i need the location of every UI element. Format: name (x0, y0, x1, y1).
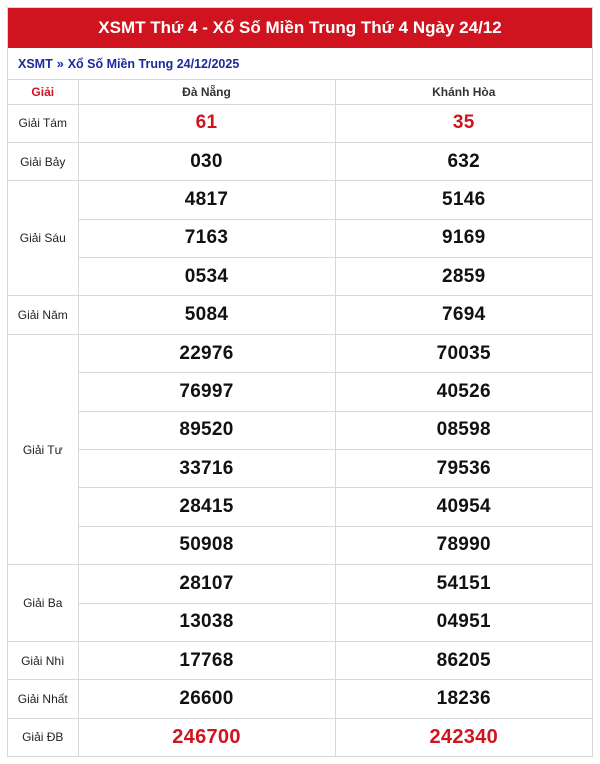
result-number-khanh-hoa: 08598 (335, 411, 592, 449)
table-header-row (8, 80, 592, 104)
prize-label: Giải Tư (8, 334, 78, 564)
prize-label: Giải ĐB (8, 718, 78, 756)
result-number-da-nang: 246700 (78, 718, 335, 756)
result-number-da-nang: 030 (78, 142, 335, 180)
result-number-da-nang: 13038 (78, 603, 335, 641)
result-number-khanh-hoa: 35 (335, 104, 592, 142)
table-row (8, 334, 592, 372)
table-row (8, 488, 592, 526)
prize-label: Giải Nhì (8, 641, 78, 679)
table-row (8, 680, 592, 718)
table-row (8, 104, 592, 142)
prize-label: Giải Nhất (8, 680, 78, 718)
result-number-khanh-hoa: 9169 (335, 219, 592, 257)
results-panel (7, 7, 593, 757)
result-number-da-nang: 33716 (78, 450, 335, 488)
result-number-khanh-hoa: 5146 (335, 181, 592, 219)
result-number-da-nang: 28415 (78, 488, 335, 526)
result-number-khanh-hoa: 7694 (335, 296, 592, 334)
breadcrumb (8, 48, 592, 80)
result-number-khanh-hoa: 04951 (335, 603, 592, 641)
breadcrumb-current-link[interactable]: Xổ Số Miền Trung 24/12/2025 (67, 56, 240, 71)
table-row (8, 450, 592, 488)
table-row (8, 411, 592, 449)
result-number-khanh-hoa: 79536 (335, 450, 592, 488)
result-number-khanh-hoa: 2859 (335, 258, 592, 296)
result-number-da-nang: 76997 (78, 373, 335, 411)
prize-label: Giải Năm (8, 296, 78, 334)
table-row (8, 296, 592, 334)
page-title (8, 8, 592, 48)
province-header-da-nang: Đà Nẵng (78, 80, 335, 104)
table-row (8, 565, 592, 603)
breadcrumb-home-link[interactable]: XSMT (18, 56, 53, 71)
result-number-da-nang: 89520 (78, 411, 335, 449)
table-row (8, 718, 592, 756)
result-number-da-nang: 50908 (78, 526, 335, 564)
prize-label: Giải Tám (8, 104, 78, 142)
table-row (8, 258, 592, 296)
prize-label: Giải Sáu (8, 181, 78, 296)
result-number-khanh-hoa: 54151 (335, 565, 592, 603)
result-number-khanh-hoa: 70035 (335, 334, 592, 372)
prize-column-header: Giải (8, 80, 78, 104)
result-number-khanh-hoa: 18236 (335, 680, 592, 718)
result-number-da-nang: 0534 (78, 258, 335, 296)
result-number-da-nang: 5084 (78, 296, 335, 334)
result-number-khanh-hoa: 242340 (335, 718, 592, 756)
result-number-da-nang: 7163 (78, 219, 335, 257)
results-table (8, 80, 592, 757)
result-number-khanh-hoa: 632 (335, 142, 592, 180)
breadcrumb-separator: » (56, 56, 64, 71)
table-row (8, 603, 592, 641)
result-number-da-nang: 61 (78, 104, 335, 142)
result-number-khanh-hoa: 40526 (335, 373, 592, 411)
table-row (8, 181, 592, 219)
table-row (8, 373, 592, 411)
prize-label: Giải Ba (8, 565, 78, 642)
table-row (8, 219, 592, 257)
result-number-da-nang: 28107 (78, 565, 335, 603)
result-number-da-nang: 22976 (78, 334, 335, 372)
result-number-da-nang: 4817 (78, 181, 335, 219)
table-row (8, 142, 592, 180)
result-number-da-nang: 17768 (78, 641, 335, 679)
result-number-khanh-hoa: 40954 (335, 488, 592, 526)
prize-label: Giải Bảy (8, 142, 78, 180)
table-row (8, 641, 592, 679)
result-number-khanh-hoa: 86205 (335, 641, 592, 679)
table-row (8, 526, 592, 564)
province-header-khanh-hoa: Khánh Hòa (335, 80, 592, 104)
result-number-khanh-hoa: 78990 (335, 526, 592, 564)
result-number-da-nang: 26600 (78, 680, 335, 718)
page-title-text: XSMT Thứ 4 - Xổ Số Miền Trung Thứ 4 Ngày 24/12 (98, 18, 502, 37)
